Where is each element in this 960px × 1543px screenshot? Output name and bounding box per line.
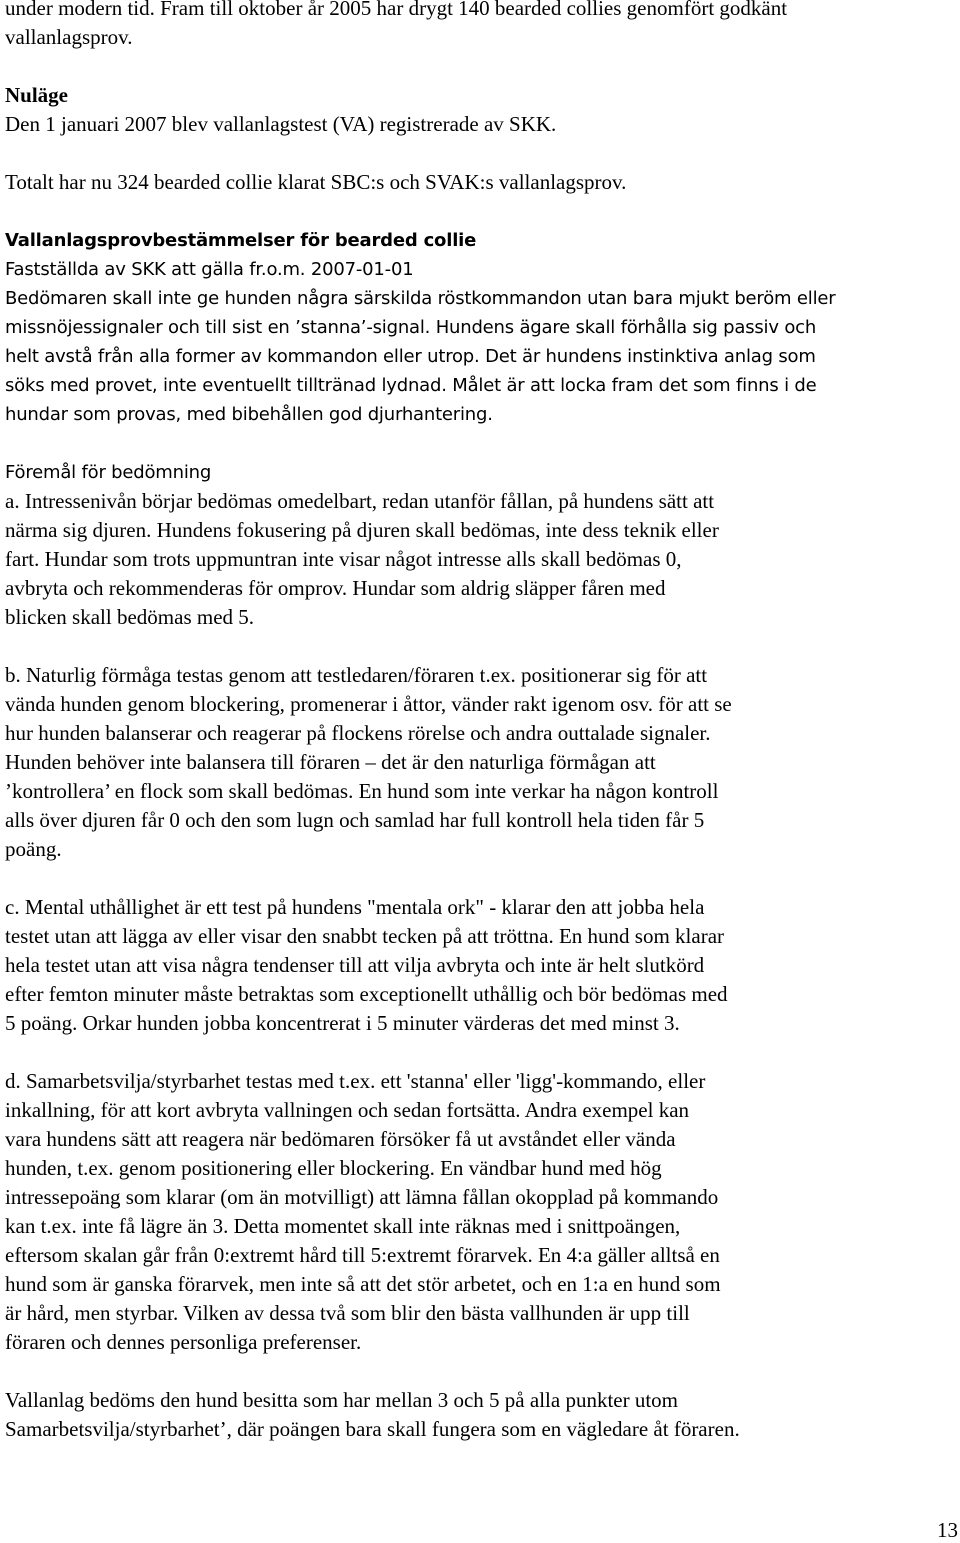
text-line: intressepoäng som klarar (om än motvilligt) att lämna fållan okopplad på kommando [5, 1185, 719, 1209]
text-line: Hunden behöver inte balansera till föraren – det är den naturliga förmågan att [5, 750, 656, 774]
text-line: a. Intressenivån börjar bedömas omedelbart, redan utanför fållan, på hundens sätt att [5, 489, 715, 513]
text-line: vara hundens sätt att reagera när bedömaren försöker få ut avståndet eller vända [5, 1127, 676, 1151]
section-d [5, 1067, 955, 1357]
text-line: vallanlagsprov. [5, 25, 133, 49]
text-line: alls över djuren får 0 och den som lugn och samlad har full kontroll hela tiden får 5 [5, 808, 705, 832]
text-line: efter femton minuter måste betraktas som exceptionellt uthållig och bör bedömas med [5, 982, 728, 1006]
nulage-heading: Nuläge [5, 83, 68, 107]
text-line: under modern tid. Fram till oktober år 2005 har drygt 140 bearded collies genomfört godkänt [5, 0, 788, 20]
text-line: hur hunden balanserar och reagerar på flockens rörelse och andra outtalade signaler. [5, 721, 711, 745]
text-line: Vallanlag bedöms den hund besitta som har mellan 3 och 5 på alla punkter utom [5, 1388, 679, 1412]
text-line: hela testet utan att visa några tendenser till att vilja avbryta och inte är helt slutkörd [5, 953, 705, 977]
text-line: kan t.ex. inte få lägre än 3. Detta momentet skall inte räknas med i snittpoängen, [5, 1214, 681, 1238]
text-line: Totalt har nu 324 bearded collie klarat SBC:s och SVAK:s vallanlagsprov. [5, 170, 627, 194]
text-line: fart. Hundar som trots uppmuntran inte visar något intresse alls skall bedömas 0, [5, 547, 682, 571]
text-line: blicken skall bedömas med 5. [5, 605, 255, 629]
section-a [5, 487, 955, 632]
nulage-total [5, 168, 955, 197]
text-line: missnöjessignaler och till sist en ’stanna’-signal. Hundens ägare skall förhålla sig passiv och [5, 317, 817, 338]
assessment-heading-block [5, 458, 955, 487]
page-number: 13 [937, 1518, 958, 1542]
text-line: c. Mental uthållighet är ett test på hundens "mentala ork" - klarar den att jobba hela [5, 895, 705, 919]
section-c [5, 893, 955, 1038]
text-line: närma sig djuren. Hundens fokusering på djuren skall bedömas, inte dess teknik eller [5, 518, 719, 542]
text-line: hund som är ganska förarvek, men inte så att det stör arbetet, och en 1:a en hund som [5, 1272, 721, 1296]
text-line: söks med provet, inte eventuellt tilltränad lydnad. Målet är att locka fram det som finns i de [5, 375, 817, 396]
text-line: eftersom skalan går från 0:extremt hård till 5:extremt förarvek. En 4:a gäller alltså en [5, 1243, 720, 1267]
text-line: Bedömaren skall inte ge hunden några särskilda röstkommandon utan bara mjukt beröm eller [5, 288, 836, 309]
text-line: d. Samarbetsvilja/styrbarhet testas med t.ex. ett 'stanna' eller 'ligg'-kommando, eller [5, 1069, 706, 1093]
nulage-section [5, 81, 955, 139]
section-b [5, 661, 955, 864]
rules-heading: Vallanlagsprovbestämmelser för bearded collie [5, 230, 477, 251]
text-line: ’kontrollera’ en flock som skall bedömas. En hund som inte verkar ha någon kontroll [5, 779, 719, 803]
rules-section [5, 226, 955, 429]
text-line: Samarbetsvilja/styrbarhet’, där poängen bara skall fungera som en vägledare åt föraren. [5, 1417, 740, 1441]
text-line: Den 1 januari 2007 blev vallanlagstest (VA) registrerade av SKK. [5, 112, 557, 136]
document-page [5, 0, 955, 1444]
text-line: poäng. [5, 837, 62, 861]
conclusion-paragraph [5, 1386, 955, 1444]
text-line: b. Naturlig förmåga testas genom att testledaren/föraren t.ex. positionerar sig för att [5, 663, 708, 687]
intro-paragraph [5, 0, 955, 52]
text-line: Fastställda av SKK att gälla fr.o.m. 2007-01-01 [5, 259, 414, 280]
text-line: avbryta och rekommenderas för omprov. Hundar som aldrig släpper fåren med [5, 576, 666, 600]
text-line: inkallning, för att kort avbryta vallningen och sedan fortsätta. Andra exempel kan [5, 1098, 690, 1122]
text-line: föraren och dennes personliga preferenser. [5, 1330, 362, 1354]
text-line: testet utan att lägga av eller visar den snabbt tecken på att tröttna. En hund som klarar [5, 924, 725, 948]
text-line: är hård, men styrbar. Vilken av dessa två som blir den bästa vallhunden är upp till [5, 1301, 690, 1325]
text-line: helt avstå från alla former av kommandon eller utrop. Det är hundens instinktiva anlag som [5, 346, 816, 367]
text-line: 5 poäng. Orkar hunden jobba koncentrerat i 5 minuter värderas det med minst 3. [5, 1011, 680, 1035]
assessment-heading: Föremål för bedömning [5, 462, 212, 483]
text-line: hundar som provas, med bibehållen god djurhantering. [5, 404, 493, 425]
text-line: vända hunden genom blockering, promenerar i åttor, vänder rakt igenom osv. för att se [5, 692, 732, 716]
text-line: hunden, t.ex. genom positionering eller blockering. En vändbar hund med hög [5, 1156, 662, 1180]
